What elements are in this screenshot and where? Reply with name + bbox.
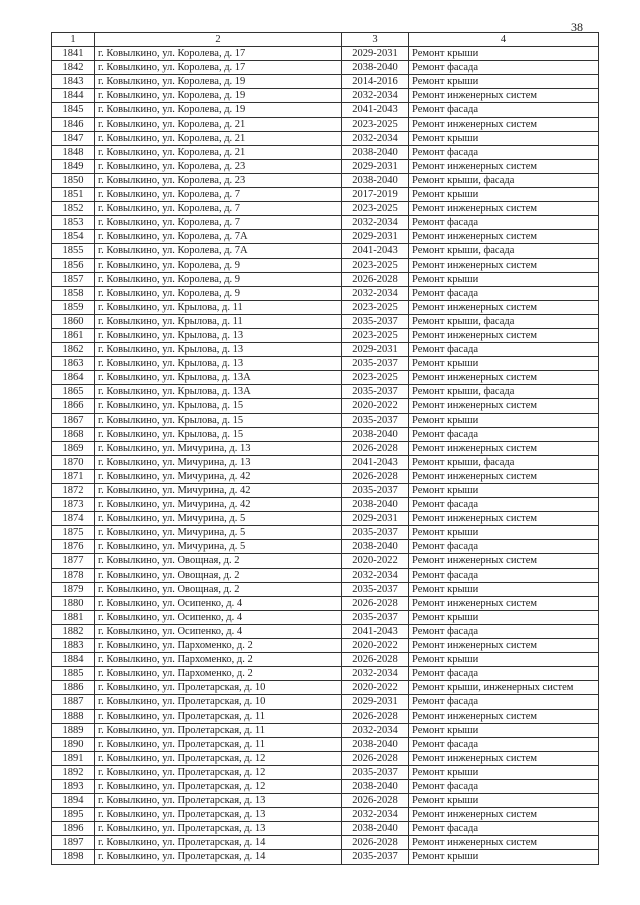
row-number: 1865 (52, 385, 95, 399)
row-number: 1893 (52, 779, 95, 793)
table-row (52, 61, 599, 75)
work-type-cell: Ремонт фасада (409, 822, 599, 836)
address-cell: г. Ковылкино, ул. Пролетарская, д. 13 (95, 808, 342, 822)
address-cell: г. Ковылкино, ул. Королева, д. 7 (95, 202, 342, 216)
table-row (52, 540, 599, 554)
address-cell: г. Ковылкино, ул. Пролетарская, д. 11 (95, 737, 342, 751)
address-cell: г. Ковылкино, ул. Пролетарская, д. 12 (95, 751, 342, 765)
row-number: 1845 (52, 103, 95, 117)
row-number: 1842 (52, 61, 95, 75)
table-row (52, 244, 599, 258)
period-cell: 2029-2031 (342, 159, 409, 173)
table-row (52, 526, 599, 540)
period-cell: 2035-2037 (342, 385, 409, 399)
table-row (52, 737, 599, 751)
table-row (52, 779, 599, 793)
work-type-cell: Ремонт фасада (409, 568, 599, 582)
row-number: 1846 (52, 117, 95, 131)
work-type-cell: Ремонт инженерных систем (409, 258, 599, 272)
table-row (52, 343, 599, 357)
period-cell: 2035-2037 (342, 357, 409, 371)
period-cell: 2032-2034 (342, 216, 409, 230)
period-cell: 2038-2040 (342, 540, 409, 554)
row-number: 1895 (52, 808, 95, 822)
row-number: 1850 (52, 173, 95, 187)
row-number: 1881 (52, 610, 95, 624)
address-cell: г. Ковылкино, ул. Королева, д. 17 (95, 47, 342, 61)
table-row (52, 145, 599, 159)
period-cell: 2038-2040 (342, 427, 409, 441)
address-cell: г. Ковылкино, ул. Мичурина, д. 5 (95, 512, 342, 526)
table-row (52, 371, 599, 385)
row-number: 1890 (52, 737, 95, 751)
work-type-cell: Ремонт инженерных систем (409, 554, 599, 568)
address-cell: г. Ковылкино, ул. Пролетарская, д. 10 (95, 695, 342, 709)
address-cell: г. Ковылкино, ул. Королева, д. 7 (95, 188, 342, 202)
table-row (52, 610, 599, 624)
row-number: 1861 (52, 328, 95, 342)
row-number: 1898 (52, 850, 95, 864)
table-row (52, 751, 599, 765)
period-cell: 2029-2031 (342, 230, 409, 244)
work-type-cell: Ремонт фасада (409, 343, 599, 357)
header-col-4: 4 (409, 33, 599, 47)
work-type-cell: Ремонт крыши, фасада (409, 173, 599, 187)
period-cell: 2032-2034 (342, 89, 409, 103)
period-cell: 2020-2022 (342, 681, 409, 695)
row-number: 1862 (52, 343, 95, 357)
address-cell: г. Ковылкино, ул. Мичурина, д. 5 (95, 540, 342, 554)
row-number: 1858 (52, 286, 95, 300)
work-type-cell: Ремонт крыши, фасада (409, 314, 599, 328)
work-type-cell: Ремонт крыши, фасада (409, 455, 599, 469)
work-type-cell: Ремонт крыши (409, 582, 599, 596)
address-cell: г. Ковылкино, ул. Королева, д. 9 (95, 286, 342, 300)
table-row (52, 723, 599, 737)
period-cell: 2032-2034 (342, 808, 409, 822)
work-type-cell: Ремонт фасада (409, 216, 599, 230)
row-number: 1851 (52, 188, 95, 202)
row-number: 1867 (52, 413, 95, 427)
table-row (52, 695, 599, 709)
work-type-cell: Ремонт фасада (409, 624, 599, 638)
work-type-cell: Ремонт крыши (409, 272, 599, 286)
address-cell: г. Ковылкино, ул. Крылова, д. 13 (95, 357, 342, 371)
work-type-cell: Ремонт инженерных систем (409, 469, 599, 483)
period-cell: 2035-2037 (342, 610, 409, 624)
address-cell: г. Ковылкино, ул. Пролетарская, д. 13 (95, 822, 342, 836)
address-cell: г. Ковылкино, ул. Королева, д. 23 (95, 159, 342, 173)
row-number: 1887 (52, 695, 95, 709)
table-row (52, 75, 599, 89)
work-type-cell: Ремонт крыши, фасада (409, 244, 599, 258)
table-row (52, 469, 599, 483)
table-row (52, 484, 599, 498)
table-row (52, 596, 599, 610)
table-row (52, 328, 599, 342)
table-row (52, 554, 599, 568)
address-cell: г. Ковылкино, ул. Королева, д. 19 (95, 75, 342, 89)
address-cell: г. Ковылкино, ул. Мичурина, д. 42 (95, 484, 342, 498)
table-row (52, 568, 599, 582)
address-cell: г. Ковылкино, ул. Пролетарская, д. 12 (95, 779, 342, 793)
period-cell: 2038-2040 (342, 779, 409, 793)
table-row (52, 47, 599, 61)
address-cell: г. Ковылкино, ул. Мичурина, д. 42 (95, 498, 342, 512)
period-cell: 2035-2037 (342, 582, 409, 596)
address-cell: г. Ковылкино, ул. Крылова, д. 13 (95, 343, 342, 357)
work-type-cell: Ремонт фасада (409, 695, 599, 709)
address-cell: г. Ковылкино, ул. Овощная, д. 2 (95, 582, 342, 596)
period-cell: 2038-2040 (342, 498, 409, 512)
work-type-cell: Ремонт инженерных систем (409, 328, 599, 342)
row-number: 1883 (52, 639, 95, 653)
period-cell: 2026-2028 (342, 653, 409, 667)
row-number: 1874 (52, 512, 95, 526)
table-row (52, 202, 599, 216)
address-cell: г. Ковылкино, ул. Крылова, д. 15 (95, 399, 342, 413)
address-cell: г. Ковылкино, ул. Королева, д. 23 (95, 173, 342, 187)
row-number: 1877 (52, 554, 95, 568)
period-cell: 2026-2028 (342, 469, 409, 483)
period-cell: 2023-2025 (342, 258, 409, 272)
address-cell: г. Ковылкино, ул. Королева, д. 9 (95, 272, 342, 286)
table-row (52, 385, 599, 399)
row-number: 1868 (52, 427, 95, 441)
period-cell: 2026-2028 (342, 794, 409, 808)
work-type-cell: Ремонт крыши (409, 794, 599, 808)
work-type-cell: Ремонт крыши (409, 850, 599, 864)
address-cell: г. Ковылкино, ул. Пролетарская, д. 14 (95, 836, 342, 850)
row-number: 1869 (52, 441, 95, 455)
period-cell: 2026-2028 (342, 441, 409, 455)
period-cell: 2026-2028 (342, 836, 409, 850)
address-cell: г. Ковылкино, ул. Королева, д. 19 (95, 103, 342, 117)
period-cell: 2017-2019 (342, 188, 409, 202)
period-cell: 2035-2037 (342, 314, 409, 328)
period-cell: 2014-2016 (342, 75, 409, 89)
work-type-cell: Ремонт крыши (409, 413, 599, 427)
table-row (52, 709, 599, 723)
work-type-cell: Ремонт инженерных систем (409, 159, 599, 173)
work-type-cell: Ремонт фасада (409, 667, 599, 681)
address-cell: г. Ковылкино, ул. Королева, д. 9 (95, 258, 342, 272)
period-cell: 2032-2034 (342, 667, 409, 681)
work-type-cell: Ремонт инженерных систем (409, 512, 599, 526)
row-number: 1897 (52, 836, 95, 850)
period-cell: 2041-2043 (342, 103, 409, 117)
period-cell: 2023-2025 (342, 117, 409, 131)
period-cell: 2020-2022 (342, 554, 409, 568)
period-cell: 2041-2043 (342, 624, 409, 638)
row-number: 1894 (52, 794, 95, 808)
row-number: 1844 (52, 89, 95, 103)
address-cell: г. Ковылкино, ул. Крылова, д. 11 (95, 314, 342, 328)
period-cell: 2035-2037 (342, 526, 409, 540)
work-type-cell: Ремонт фасада (409, 498, 599, 512)
work-type-cell: Ремонт фасада (409, 737, 599, 751)
row-number: 1847 (52, 131, 95, 145)
work-type-cell: Ремонт инженерных систем (409, 441, 599, 455)
work-type-cell: Ремонт крыши (409, 653, 599, 667)
period-cell: 2029-2031 (342, 512, 409, 526)
table-row (52, 850, 599, 864)
period-cell: 2026-2028 (342, 709, 409, 723)
work-type-cell: Ремонт инженерных систем (409, 399, 599, 413)
row-number: 1885 (52, 667, 95, 681)
row-number: 1896 (52, 822, 95, 836)
address-cell: г. Ковылкино, ул. Крылова, д. 13А (95, 385, 342, 399)
row-number: 1886 (52, 681, 95, 695)
period-cell: 2029-2031 (342, 343, 409, 357)
work-type-cell: Ремонт крыши (409, 188, 599, 202)
address-cell: г. Ковылкино, ул. Овощная, д. 2 (95, 554, 342, 568)
address-cell: г. Ковылкино, ул. Королева, д. 7А (95, 230, 342, 244)
table-row (52, 413, 599, 427)
table-row (52, 512, 599, 526)
row-number: 1876 (52, 540, 95, 554)
address-cell: г. Ковылкино, ул. Королева, д. 7А (95, 244, 342, 258)
table-row (52, 498, 599, 512)
work-type-cell: Ремонт фасада (409, 427, 599, 441)
work-type-cell: Ремонт крыши, инженерных систем (409, 681, 599, 695)
row-number: 1841 (52, 47, 95, 61)
row-number: 1870 (52, 455, 95, 469)
work-type-cell: Ремонт инженерных систем (409, 596, 599, 610)
work-type-cell: Ремонт крыши, фасада (409, 385, 599, 399)
table-row (52, 794, 599, 808)
work-type-cell: Ремонт крыши (409, 131, 599, 145)
table-row (52, 681, 599, 695)
header-row (52, 33, 599, 47)
address-cell: г. Ковылкино, ул. Королева, д. 21 (95, 145, 342, 159)
address-cell: г. Ковылкино, ул. Мичурина, д. 13 (95, 441, 342, 455)
period-cell: 2035-2037 (342, 413, 409, 427)
work-type-cell: Ремонт инженерных систем (409, 230, 599, 244)
registry-table (51, 32, 599, 865)
table-row (52, 765, 599, 779)
work-type-cell: Ремонт фасада (409, 779, 599, 793)
work-type-cell: Ремонт крыши (409, 75, 599, 89)
row-number: 1888 (52, 709, 95, 723)
work-type-cell: Ремонт фасада (409, 145, 599, 159)
row-number: 1866 (52, 399, 95, 413)
table-row (52, 357, 599, 371)
table-row (52, 653, 599, 667)
table-row (52, 173, 599, 187)
period-cell: 2038-2040 (342, 173, 409, 187)
row-number: 1879 (52, 582, 95, 596)
header-col-2: 2 (95, 33, 342, 47)
address-cell: г. Ковылкино, ул. Мичурина, д. 42 (95, 469, 342, 483)
row-number: 1859 (52, 300, 95, 314)
row-number: 1872 (52, 484, 95, 498)
row-number: 1880 (52, 596, 95, 610)
row-number: 1856 (52, 258, 95, 272)
work-type-cell: Ремонт фасада (409, 540, 599, 554)
address-cell: г. Ковылкино, ул. Пролетарская, д. 14 (95, 850, 342, 864)
address-cell: г. Ковылкино, ул. Осипенко, д. 4 (95, 624, 342, 638)
period-cell: 2035-2037 (342, 484, 409, 498)
table-row (52, 117, 599, 131)
row-number: 1843 (52, 75, 95, 89)
table-row (52, 131, 599, 145)
work-type-cell: Ремонт крыши (409, 526, 599, 540)
work-type-cell: Ремонт инженерных систем (409, 808, 599, 822)
table-row (52, 399, 599, 413)
address-cell: г. Ковылкино, ул. Пролетарская, д. 12 (95, 765, 342, 779)
header-col-3: 3 (342, 33, 409, 47)
address-cell: г. Ковылкино, ул. Крылова, д. 11 (95, 300, 342, 314)
address-cell: г. Ковылкино, ул. Пархоменко, д. 2 (95, 653, 342, 667)
row-number: 1852 (52, 202, 95, 216)
address-cell: г. Ковылкино, ул. Королева, д. 17 (95, 61, 342, 75)
address-cell: г. Ковылкино, ул. Осипенко, д. 4 (95, 596, 342, 610)
period-cell: 2026-2028 (342, 272, 409, 286)
work-type-cell: Ремонт крыши (409, 47, 599, 61)
table-row (52, 427, 599, 441)
address-cell: г. Ковылкино, ул. Пролетарская, д. 11 (95, 723, 342, 737)
period-cell: 2035-2037 (342, 765, 409, 779)
table-row (52, 89, 599, 103)
work-type-cell: Ремонт крыши (409, 765, 599, 779)
work-type-cell: Ремонт крыши (409, 357, 599, 371)
period-cell: 2023-2025 (342, 371, 409, 385)
address-cell: г. Ковылкино, ул. Крылова, д. 13 (95, 328, 342, 342)
address-cell: г. Ковылкино, ул. Мичурина, д. 5 (95, 526, 342, 540)
table-row (52, 103, 599, 117)
work-type-cell: Ремонт крыши (409, 723, 599, 737)
period-cell: 2032-2034 (342, 286, 409, 300)
table-row (52, 667, 599, 681)
address-cell: г. Ковылкино, ул. Пархоменко, д. 2 (95, 667, 342, 681)
period-cell: 2023-2025 (342, 328, 409, 342)
address-cell: г. Ковылкино, ул. Королева, д. 7 (95, 216, 342, 230)
period-cell: 2041-2043 (342, 244, 409, 258)
period-cell: 2020-2022 (342, 639, 409, 653)
row-number: 1873 (52, 498, 95, 512)
table-body (52, 47, 599, 864)
period-cell: 2038-2040 (342, 737, 409, 751)
work-type-cell: Ремонт инженерных систем (409, 836, 599, 850)
table-row (52, 836, 599, 850)
table-row (52, 258, 599, 272)
row-number: 1854 (52, 230, 95, 244)
period-cell: 2032-2034 (342, 131, 409, 145)
table-row (52, 639, 599, 653)
period-cell: 2026-2028 (342, 596, 409, 610)
period-cell: 2026-2028 (342, 751, 409, 765)
period-cell: 2029-2031 (342, 47, 409, 61)
row-number: 1871 (52, 469, 95, 483)
table-row (52, 624, 599, 638)
period-cell: 2032-2034 (342, 568, 409, 582)
row-number: 1855 (52, 244, 95, 258)
row-number: 1849 (52, 159, 95, 173)
period-cell: 2038-2040 (342, 61, 409, 75)
row-number: 1860 (52, 314, 95, 328)
period-cell: 2035-2037 (342, 850, 409, 864)
row-number: 1891 (52, 751, 95, 765)
address-cell: г. Ковылкино, ул. Пролетарская, д. 11 (95, 709, 342, 723)
period-cell: 2023-2025 (342, 300, 409, 314)
period-cell: 2038-2040 (342, 822, 409, 836)
row-number: 1857 (52, 272, 95, 286)
address-cell: г. Ковылкино, ул. Крылова, д. 15 (95, 413, 342, 427)
table-row (52, 314, 599, 328)
period-cell: 2023-2025 (342, 202, 409, 216)
period-cell: 2020-2022 (342, 399, 409, 413)
table-row (52, 188, 599, 202)
row-number: 1892 (52, 765, 95, 779)
period-cell: 2032-2034 (342, 723, 409, 737)
work-type-cell: Ремонт инженерных систем (409, 709, 599, 723)
row-number: 1878 (52, 568, 95, 582)
work-type-cell: Ремонт инженерных систем (409, 751, 599, 765)
table-row (52, 230, 599, 244)
work-type-cell: Ремонт инженерных систем (409, 202, 599, 216)
work-type-cell: Ремонт инженерных систем (409, 639, 599, 653)
table-row (52, 286, 599, 300)
work-type-cell: Ремонт крыши (409, 610, 599, 624)
period-cell: 2038-2040 (342, 145, 409, 159)
work-type-cell: Ремонт инженерных систем (409, 89, 599, 103)
address-cell: г. Ковылкино, ул. Осипенко, д. 4 (95, 610, 342, 624)
address-cell: г. Ковылкино, ул. Пролетарская, д. 13 (95, 794, 342, 808)
header-col-1: 1 (52, 33, 95, 47)
address-cell: г. Ковылкино, ул. Королева, д. 21 (95, 117, 342, 131)
table-row (52, 216, 599, 230)
period-cell: 2041-2043 (342, 455, 409, 469)
address-cell: г. Ковылкино, ул. Крылова, д. 13А (95, 371, 342, 385)
row-number: 1863 (52, 357, 95, 371)
work-type-cell: Ремонт инженерных систем (409, 300, 599, 314)
table-row (52, 808, 599, 822)
row-number: 1882 (52, 624, 95, 638)
address-cell: г. Ковылкино, ул. Пархоменко, д. 2 (95, 639, 342, 653)
work-type-cell: Ремонт инженерных систем (409, 371, 599, 385)
address-cell: г. Ковылкино, ул. Мичурина, д. 13 (95, 455, 342, 469)
table-row (52, 582, 599, 596)
address-cell: г. Ковылкино, ул. Овощная, д. 2 (95, 568, 342, 582)
work-type-cell: Ремонт крыши (409, 484, 599, 498)
row-number: 1864 (52, 371, 95, 385)
row-number: 1889 (52, 723, 95, 737)
work-type-cell: Ремонт инженерных систем (409, 117, 599, 131)
row-number: 1848 (52, 145, 95, 159)
row-number: 1875 (52, 526, 95, 540)
page-number: 38 (571, 20, 583, 34)
row-number: 1853 (52, 216, 95, 230)
address-cell: г. Ковылкино, ул. Королева, д. 19 (95, 89, 342, 103)
table-row (52, 272, 599, 286)
table-row (52, 822, 599, 836)
work-type-cell: Ремонт фасада (409, 286, 599, 300)
table-row (52, 159, 599, 173)
work-type-cell: Ремонт фасада (409, 103, 599, 117)
period-cell: 2029-2031 (342, 695, 409, 709)
table-row (52, 441, 599, 455)
address-cell: г. Ковылкино, ул. Крылова, д. 15 (95, 427, 342, 441)
address-cell: г. Ковылкино, ул. Королева, д. 21 (95, 131, 342, 145)
work-type-cell: Ремонт фасада (409, 61, 599, 75)
table-row (52, 455, 599, 469)
address-cell: г. Ковылкино, ул. Пролетарская, д. 10 (95, 681, 342, 695)
row-number: 1884 (52, 653, 95, 667)
table-row (52, 300, 599, 314)
